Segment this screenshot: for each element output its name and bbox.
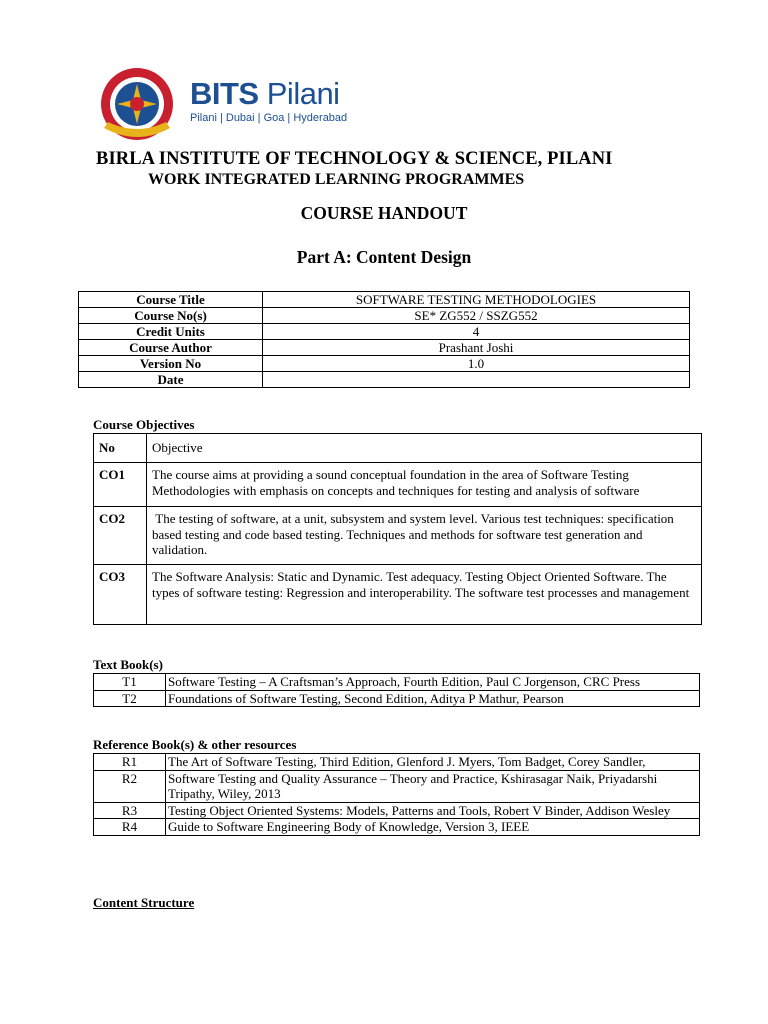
bits-pilani-logo xyxy=(92,66,362,142)
logo-brand-bits: BITS xyxy=(190,76,259,111)
course-info-label: Course Title xyxy=(79,292,263,308)
part-title: Part A: Content Design xyxy=(296,247,472,267)
course-info-label: Course No(s) xyxy=(79,308,263,324)
course-info-label: Version No xyxy=(79,356,263,372)
course-info-row xyxy=(79,292,690,308)
textbooks-table xyxy=(93,673,700,707)
course-info-row xyxy=(79,372,690,388)
objective-no: CO3 xyxy=(94,565,147,625)
objectives-col-objective: Objective xyxy=(147,434,702,463)
textbook-text: Software Testing – A Craftsman’s Approach, Fourth Edition, Paul C Jorgenson, CRC Press xyxy=(166,674,700,691)
objective-text: The Software Analysis: Static and Dynamic. Test adequacy. Testing Object Oriented Software. The types of software testing: Regression and interoperability. The software test processes and management xyxy=(147,565,702,625)
course-info-row xyxy=(79,340,690,356)
objectives-header-row xyxy=(94,434,702,463)
textbook-row xyxy=(94,674,700,691)
objective-text: The testing of software, at a unit, subsystem and system level. Various test techniques: specification based testing and code based testing. Techniques and methods for software test generation and validation. xyxy=(147,507,702,565)
course-info-label: Date xyxy=(79,372,263,388)
logo-brand xyxy=(190,78,347,124)
course-info-row xyxy=(79,356,690,372)
objective-row xyxy=(94,463,702,507)
textbook-id: T1 xyxy=(94,674,166,691)
reference-id: R4 xyxy=(94,819,166,836)
reference-text: Guide to Software Engineering Body of Knowledge, Version 3, IEEE xyxy=(166,819,700,836)
reference-id: R2 xyxy=(94,770,166,802)
reference-row xyxy=(94,770,700,802)
reference-row xyxy=(94,802,700,819)
course-info-value: 1.0 xyxy=(263,356,690,372)
course-info-table xyxy=(78,291,690,388)
textbook-id: T2 xyxy=(94,690,166,707)
objective-row xyxy=(94,565,702,625)
references-table xyxy=(93,753,700,836)
logo-campuses: Pilani | Dubai | Goa | Hyderabad xyxy=(190,112,348,124)
reference-text: Testing Object Oriented Systems: Models, Patterns and Tools, Robert V Binder, Addison Wesley xyxy=(166,802,700,819)
content-structure-heading: Content Structure xyxy=(93,895,195,910)
programme-name: WORK INTEGRATED LEARNING PROGRAMMES xyxy=(148,171,525,188)
objectives-heading: Course Objectives xyxy=(93,417,195,432)
course-info-value: SE* ZG552 / SSZG552 xyxy=(263,308,690,324)
course-info-row xyxy=(79,308,690,324)
textbook-text: Foundations of Software Testing, Second Edition, Aditya P Mathur, Pearson xyxy=(166,690,700,707)
textbook-row xyxy=(94,690,700,707)
course-info-value: 4 xyxy=(263,324,690,340)
reference-row xyxy=(94,819,700,836)
objectives-table xyxy=(93,433,702,625)
course-info-value xyxy=(263,372,690,388)
reference-id: R1 xyxy=(94,754,166,771)
institute-name: BIRLA INSTITUTE OF TECHNOLOGY & SCIENCE, PILANI xyxy=(96,149,613,169)
reference-text: The Art of Software Testing, Third Edition, Glenford J. Myers, Tom Badget, Corey Sandler, xyxy=(166,754,700,771)
course-info-value: SOFTWARE TESTING METHODOLOGIES xyxy=(263,292,690,308)
bits-emblem-icon xyxy=(92,66,182,142)
objectives-col-no: No xyxy=(94,434,147,463)
objective-no: CO2 xyxy=(94,507,147,565)
reference-text: Software Testing and Quality Assurance – Theory and Practice, Kshirasagar Naik, Priyadarshi Tripathy, Wiley, 2013 xyxy=(166,770,700,802)
document-title: COURSE HANDOUT xyxy=(300,203,468,223)
course-info-row xyxy=(79,324,690,340)
reference-row xyxy=(94,754,700,771)
logo-brand-pilani: Pilani xyxy=(266,76,340,111)
textbooks-heading: Text Book(s) xyxy=(93,657,163,672)
course-info-label: Course Author xyxy=(79,340,263,356)
reference-id: R3 xyxy=(94,802,166,819)
references-heading: Reference Book(s) & other resources xyxy=(93,737,297,752)
logo-brand-name xyxy=(190,78,347,110)
objective-no: CO1 xyxy=(94,463,147,507)
course-info-label: Credit Units xyxy=(79,324,263,340)
course-info-value: Prashant Joshi xyxy=(263,340,690,356)
objective-text: The course aims at providing a sound conceptual foundation in the area of Software Testing Methodologies with emphasis on concepts and techniques for testing and analysis of software xyxy=(147,463,702,507)
objective-row xyxy=(94,507,702,565)
